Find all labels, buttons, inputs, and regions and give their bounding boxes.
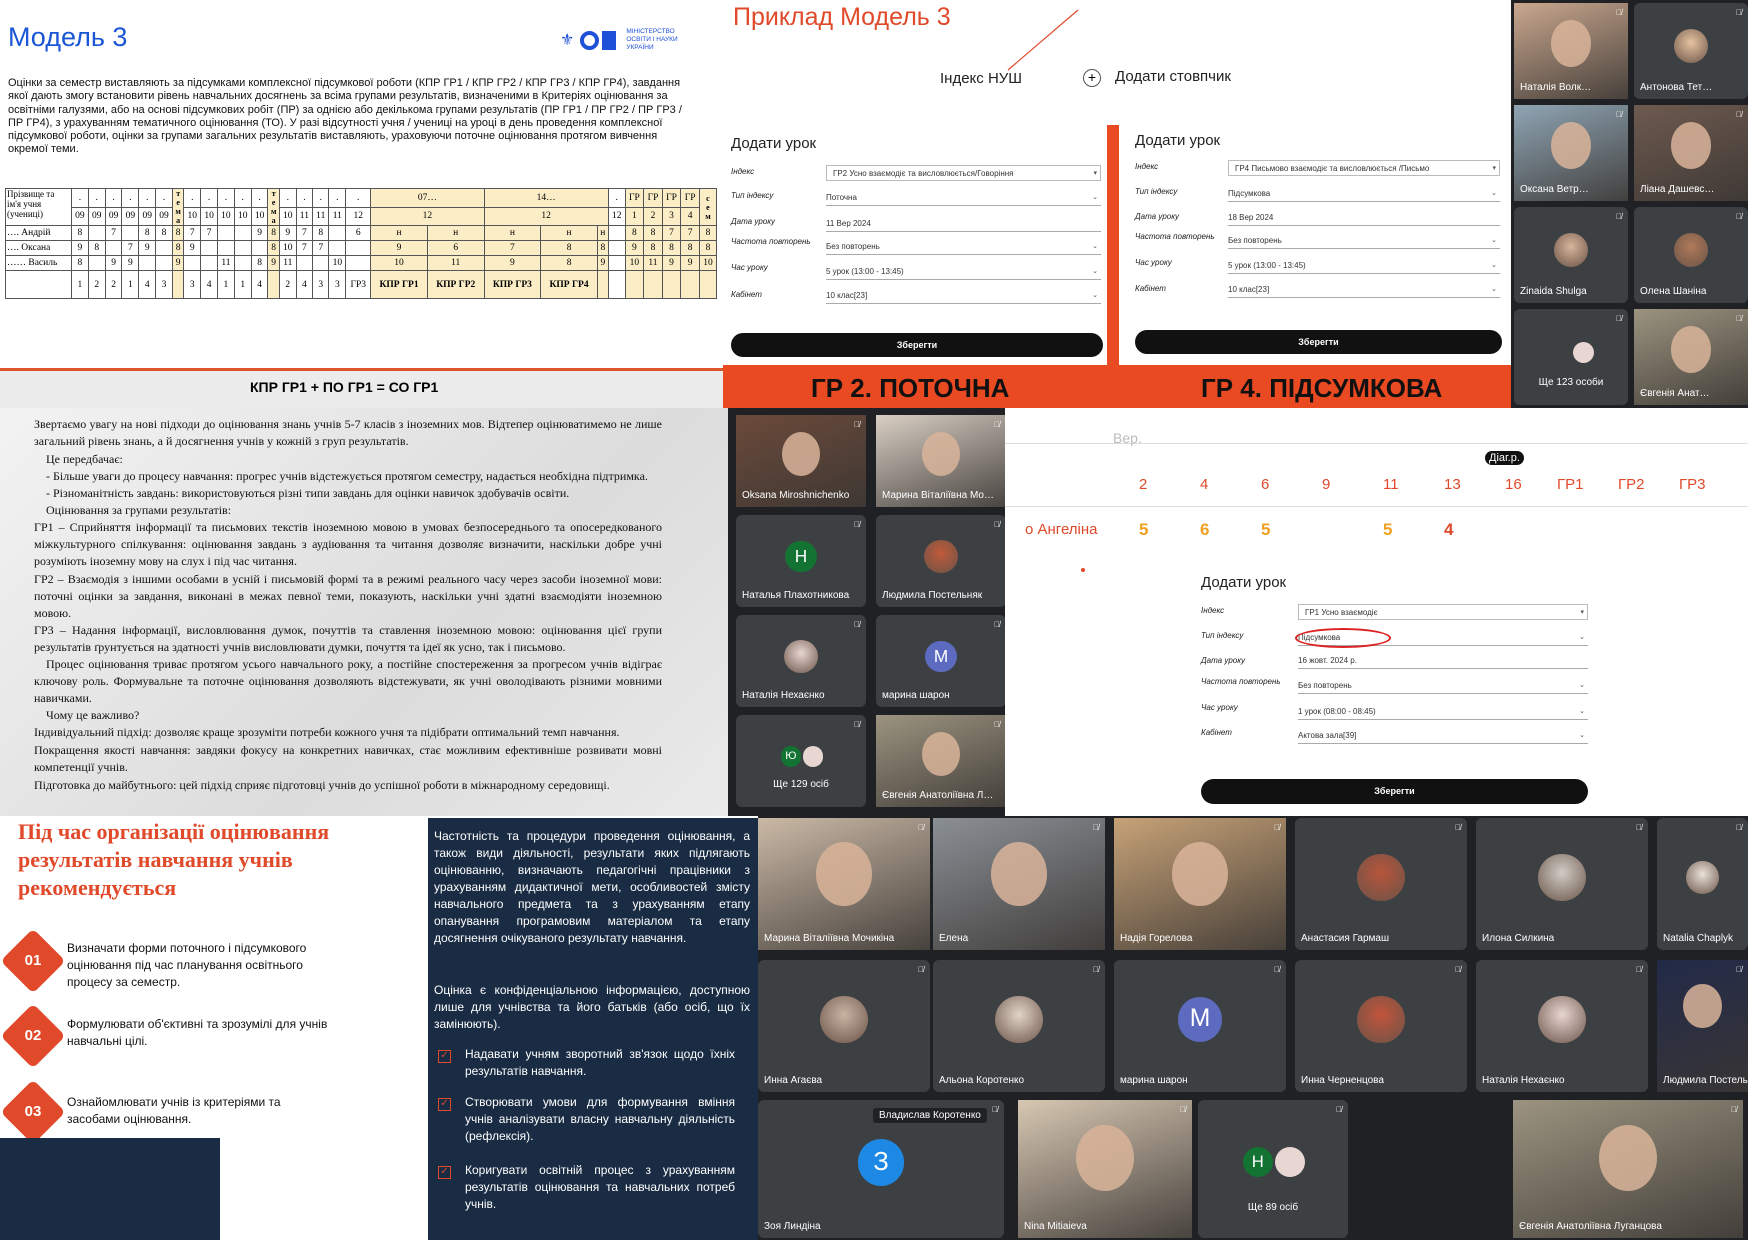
time-label: Час уроку: [1201, 703, 1238, 712]
mic-off-icon: 🎙̸: [1180, 1105, 1186, 1114]
participant-tile[interactable]: [1198, 1100, 1348, 1238]
participant-name: Антонова Тет…: [1640, 82, 1713, 93]
slide-paragraph: Оцінки за семестр виставляють за підсумками комплексної підсумкової роботи (КПР ГР1 / КПР ГР2 / КПР ГР3 / КПР ГР4), завдання якої дають змогу встановити рівень навчальних досягнень за всіма групами результатів, визначеними в Критеріях оцінювання за освітніми галузями, або на основі підсумкових робіт (ПР) за однією або декількома групами результатів (ПР ГР1 / ПР ГР2 / ПР ГР3 / ПР ГР4), з урахуванням тематичного оцінювання (ТО). У разі відсутності учня / учениці на уроці в день проведення комплексної підсумкової роботи, оцінки за групами загальних результатів виставляють, ураховуючи поточне оцінювання протягом вивчення окремої теми.: [8, 77, 682, 156]
check-item-3: Коригувати освітній процес з урахуванням результатів оцінювання та навчальних потреб учнів.: [465, 1163, 735, 1211]
day-header: 9: [1322, 476, 1331, 493]
text-p10: Чому це важливо?: [46, 708, 140, 722]
diag-pill: Діаг.р.: [1485, 451, 1524, 465]
index-label: Індекс: [1135, 162, 1159, 171]
slide-title: Приклад Модель 3: [733, 3, 951, 31]
panel-text-2: Оцінка є конфіденціальною інформацією, доступною лише для учнівства та його батьків (або осіб, що їх замінюють).: [434, 983, 750, 1031]
text-p8: ГР3 – Надання інформації, висловлювання думок, почуттів та ставлення іноземною мовою: оцінювання цієї групи результатів ґрунтується на здатності учнів висловлювати думки, почуття та ідеї як усно, так і письмово.: [34, 623, 662, 654]
room-label: Кабінет: [1201, 728, 1232, 737]
avatar: [1686, 861, 1719, 894]
text-p4: - Різноманітність завдань: використовуються різні типи завдань для оцінки навичок здобувачів освіти.: [46, 486, 570, 500]
face-shape: [1551, 122, 1591, 168]
room-select[interactable]: 10 клас[23] ⌄: [1228, 282, 1500, 298]
participant-name: Илона Силкина: [1482, 933, 1555, 944]
text-p7: ГР2 – Взаємодія з іншими особами в усній і письмовій формі та в режимі реального часу через засоби іноземної мови: поточні оцінки за завдання, виконані в межах певної теми, показують, наскільки учні здатні взаємодіяти іноземною мовою.: [34, 572, 662, 620]
participant-tile[interactable]: [1114, 960, 1286, 1092]
group-header: ГР1: [1557, 476, 1584, 493]
check-item-2: Створювати умови для формування вміння учнів аналізувати власну навчальну діяльність (рефлексія).: [465, 1095, 735, 1143]
participant-name: Марина Віталіївна Мо…: [882, 490, 994, 501]
participant-tile[interactable]: [1634, 207, 1748, 303]
avatar: [784, 640, 817, 673]
participant-name: Оксана Ветр…: [1520, 184, 1589, 195]
room-label: Кабінет: [731, 290, 762, 299]
repeat-label: Частота повторень: [1201, 677, 1281, 686]
participant-tile[interactable]: [1514, 207, 1628, 303]
avatar: [1550, 342, 1571, 363]
type-label: Тип індексу: [1135, 187, 1178, 196]
avatar: [1674, 29, 1709, 64]
slide-title: Модель 3: [8, 22, 128, 52]
avatar: [1573, 342, 1594, 363]
form-title: Додати урок: [1201, 574, 1287, 591]
checkbox-icon: ✓: [438, 1166, 451, 1179]
face-shape: [1076, 1125, 1134, 1192]
participant-name: Альона Коротенко: [939, 1075, 1025, 1086]
mic-off-icon: 🎙̸: [1616, 212, 1622, 221]
banner-left: ГР 2. ПОТОЧНА: [811, 373, 1010, 403]
checkbox-icon: ✓: [438, 1050, 451, 1063]
participant-name: Zinaida Shulga: [1520, 286, 1587, 297]
participant-name: Марина Віталіївна Мочикіна: [764, 933, 895, 944]
add-lesson-form-left: [731, 125, 1107, 365]
mic-off-icon: 🎙̸: [1616, 110, 1622, 119]
nush-index-label[interactable]: Індекс НУШ: [940, 70, 1023, 87]
date-label: Дата уроку: [1135, 212, 1180, 221]
participant-tile[interactable]: [933, 818, 1105, 950]
day-header: 11: [1383, 476, 1399, 493]
participant-tile[interactable]: [1634, 309, 1748, 405]
mic-off-icon: 🎙̸: [1731, 1105, 1737, 1114]
participant-name: Наталія Нехаєнко: [742, 690, 825, 701]
avatar: [1357, 854, 1405, 902]
face-shape: [1599, 1125, 1657, 1192]
date-label: Дата уроку: [1201, 656, 1246, 665]
decor-block: [0, 1138, 220, 1240]
avatar: Н: [785, 541, 816, 572]
plus-icon[interactable]: +: [1083, 69, 1101, 87]
type-label: Тип індексу: [731, 191, 774, 200]
participant-tile[interactable]: [1514, 105, 1628, 201]
participant-name: Ще 129 осіб: [773, 779, 829, 791]
video-grid-2: [728, 408, 1005, 816]
mic-off-icon: 🎙̸: [1274, 965, 1280, 974]
slide-foreign-lang-assessment: [0, 408, 728, 816]
index-label: Індекс: [1201, 606, 1225, 615]
check-item-1: Надавати учням зворотний зв'язок щодо їхніх результатів навчання.: [465, 1047, 735, 1078]
mic-off-icon: 🎙̸: [1736, 212, 1742, 221]
month-label: Вер.: [1113, 430, 1142, 446]
mic-off-icon: 🎙̸: [1336, 1105, 1342, 1114]
arrow-annotation: [1003, 5, 1083, 75]
add-lesson-form-right: [1133, 122, 1503, 365]
mic-off-icon: 🎙̸: [1636, 823, 1642, 832]
participant-tile[interactable]: [933, 960, 1105, 1092]
video-grid-3: [758, 816, 1763, 1240]
mic-off-icon: 🎙̸: [1736, 823, 1742, 832]
face-shape: [1551, 20, 1591, 66]
day-header: 13: [1444, 476, 1461, 493]
avatar: [1554, 233, 1589, 268]
date-field[interactable]: 11 Вер 2024: [826, 216, 1101, 232]
ministry-logo: ⚜ МІНІСТЕРСТВО ОСВІТИ І НАУКИ УКРАЇНИ: [560, 28, 678, 51]
avatar: [1275, 1147, 1305, 1177]
mic-off-icon: 🎙̸: [854, 420, 860, 429]
badge-num: 03: [24, 1103, 42, 1120]
participant-name: Natalia Chaplyk: [1663, 933, 1734, 944]
index-label: Індекс: [731, 167, 755, 176]
text-p12: Покращення якості навчання: завдяки фокусу на конкретних навичках, стає можливим ефективніше розвивати мовні компетенції учнів.: [34, 743, 662, 774]
mic-off-icon: 🎙̸: [1616, 8, 1622, 17]
repeat-select[interactable]: Без повторень ⌄: [1298, 678, 1588, 694]
participant-tile[interactable]: [1018, 1100, 1192, 1238]
grade-cell[interactable]: 4: [1444, 520, 1454, 539]
repeat-label: Частота повторень: [731, 237, 811, 246]
participant-tile[interactable]: [1295, 818, 1467, 950]
participant-tile[interactable]: [736, 415, 866, 507]
student-name: о Ангеліна: [1025, 521, 1098, 538]
form-title: Додати урок: [1135, 132, 1221, 149]
participant-tile[interactable]: [758, 818, 930, 950]
grade-cell[interactable]: 5: [1383, 520, 1393, 539]
text-p9: Процес оцінювання триває протягом усього навчального року, а постійне спостереження за прогресом учнів відіграє ключову роль. Формувальне та поточне оцінювання дозволяють відстежувати, як учні оволодівають різними мовними навичками.: [34, 657, 662, 705]
type-select[interactable]: Підсумкова ⌄: [1228, 186, 1500, 202]
slide-recommendations: [0, 816, 758, 1240]
mic-off-icon: 🎙̸: [1736, 110, 1742, 119]
text-p5: Оцінювання за групами результатів:: [46, 503, 232, 517]
highlight-circle: [1295, 628, 1391, 648]
mic-off-icon: 🎙̸: [1616, 314, 1622, 323]
mic-off-icon: 🎙̸: [854, 720, 860, 729]
participant-name: Людмила Постельняк: [882, 590, 983, 601]
mic-off-icon: 🎙̸: [1455, 965, 1461, 974]
participant-tile[interactable]: [736, 715, 866, 807]
participant-name: Анастасия Гармаш: [1301, 933, 1389, 944]
repeat-label: Частота повторень: [1135, 232, 1215, 241]
time-select[interactable]: 5 урок (13:00 - 13:45) ⌄: [1228, 258, 1500, 274]
mic-off-icon: 🎙̸: [994, 720, 1000, 729]
text-p1: Звертаємо увагу на нові підходи до оцінювання знань учнів 5-7 класів з іноземних мов. Відтепер оцінюватимемо не лише загальний рівень знань, а й досягнення учнів у кожній з груп результатів.: [34, 417, 662, 448]
index-select[interactable]: ГР1 Усно взаємодіє ▾: [1298, 604, 1588, 620]
face-shape: [1671, 326, 1711, 372]
avatar: [995, 996, 1043, 1044]
add-lesson-form: [1201, 566, 1591, 811]
mic-off-icon: 🎙̸: [854, 520, 860, 529]
participant-tile[interactable]: [1514, 309, 1628, 405]
day-header: 4: [1200, 476, 1209, 493]
participant-name: Oksana Miroshnichenko: [742, 490, 850, 501]
participant-tile[interactable]: [1634, 3, 1748, 99]
participant-tile[interactable]: [876, 415, 1006, 507]
badge-num: 02: [24, 1027, 42, 1044]
face-shape: [1172, 842, 1227, 906]
time-select[interactable]: 5 урок (13:00 - 13:45) ⌄: [826, 264, 1101, 280]
date-field[interactable]: 16 жовт. 2024 р.: [1298, 653, 1588, 669]
checkbox-icon: ✓: [438, 1098, 451, 1111]
repeat-select[interactable]: Без повторень ⌄: [826, 239, 1101, 255]
avatar: [803, 746, 823, 766]
mic-off-icon: 🎙̸: [1274, 823, 1280, 832]
participant-name: марина шарон: [1120, 1075, 1188, 1086]
avatar: [1357, 996, 1405, 1044]
text-p6: ГР1 – Сприйняття інформації та письмових текстів іноземною мовою в умовах безпосереднього та опосередкованого міжкультурного спілкування: оцінювання завдань з аудіювання та читання дозволяє визначити, наскільки добре учні розуміють іноземну мову на слух і під час читання.: [34, 520, 662, 568]
participant-name: Наталія Волк…: [1520, 82, 1592, 93]
repeat-select[interactable]: Без повторень ⌄: [1228, 233, 1500, 249]
grades-table: Прізвище та ім'я учня (учениці) . . . . . . т е м а . . . . . т е м а . . . . . 07… 14… . ГР ГР ГР ГР с е м 09 09 09 09 09 09 10 10 10 10 10 10 11 11 11 12 12 12 12 1 2 3 4 …. Андрій 8 7 8 8 8 7 7 9 8 9 7 8 6 н н н н н 8 8 7 7 8 …. Оксана 9 8 7 9 8 9 8 10 7 7 9 6 7 8 8 9 8 8 8 8 …… Василь 8 9 9 9 11 8 9 11 10 10 11 9 8 9 10 11 9 9 10 1 2 2 1 4 3 3 4 1 1 4 2 4 3 3 ГР3 КПР ГР1 КПР ГР2 КПР ГР3 КПР ГР4: [5, 188, 717, 299]
formula-bar: КПР ГР1 + ПО ГР1 = СО ГР1: [0, 368, 723, 408]
participant-tile[interactable]: [1295, 960, 1467, 1092]
face-shape: [816, 842, 871, 906]
participant-name: Ще 123 особи: [1538, 376, 1604, 388]
divider: [1107, 125, 1119, 365]
banner: [723, 365, 1511, 408]
mic-off-icon: 🎙̸: [994, 420, 1000, 429]
face-shape: [922, 732, 961, 776]
mic-off-icon: 🎙̸: [994, 620, 1000, 629]
mic-off-icon: 🎙̸: [1736, 8, 1742, 17]
mic-off-icon: 🎙̸: [1636, 965, 1642, 974]
time-label: Час уроку: [1135, 258, 1172, 267]
badge-num: 01: [24, 952, 42, 969]
mic-off-icon: 🎙̸: [1093, 823, 1099, 832]
mic-off-icon: 🎙̸: [994, 520, 1000, 529]
type-select[interactable]: Поточна ⌄: [826, 190, 1101, 206]
day-header: 16: [1505, 476, 1522, 493]
mic-off-icon: 🎙̸: [1736, 314, 1742, 323]
room-select[interactable]: Актова зала[39] ⌄: [1298, 728, 1588, 744]
face-shape: [1671, 122, 1711, 168]
participant-name: Зоя Линдіна: [764, 1221, 821, 1232]
participant-name: Олена Шаніна: [1640, 286, 1707, 297]
grade-cell[interactable]: 6: [1200, 520, 1210, 539]
slide-model3: [0, 0, 723, 408]
avatar: [820, 996, 868, 1044]
participant-name: Nina Mitiaieva: [1024, 1221, 1087, 1232]
text-p2: Це передбачає:: [46, 452, 123, 466]
participant-tile[interactable]: [1514, 3, 1628, 99]
grade-cell[interactable]: 5: [1139, 520, 1149, 539]
panel-text-1: Частотність та процедури проведення оцінювання, а також види діяльності, результати яких підлягають оцінюванню, визначають педагогічні працівники з урахуванням дидактичної мети, особливостей змісту навчального предмета та з урахуванням етапу опанування програмовим матеріалом та етапу досягнення очікуваного результату навчання.: [434, 829, 750, 945]
text-p13: Підготовка до майбутнього: цей підхід сприяє підготовці учнів до успішної роботи в міжнародному середовищі.: [34, 778, 610, 792]
participant-name: Ще 89 осіб: [1247, 1202, 1299, 1214]
participant-name: Євгенія Анатоліївна Л…: [882, 790, 994, 801]
recommendation-2: Формулювати об'єктивні та зрозумілі для учнів навчальні цілі.: [67, 1017, 328, 1048]
face-shape: [1683, 984, 1721, 1028]
slide-example-model3: [723, 0, 1511, 408]
avatar: [924, 540, 957, 573]
date-field[interactable]: 18 Вер 2024: [1228, 210, 1500, 226]
mic-off-icon: 🎙̸: [918, 823, 924, 832]
participant-tile[interactable]: [758, 960, 930, 1092]
mic-off-icon: 🎙̸: [1093, 965, 1099, 974]
participant-tile[interactable]: [1513, 1100, 1743, 1238]
participant-name: Наталья Плахотникова: [742, 590, 850, 601]
banner-right: ГР 4. ПІДСУМКОВА: [1201, 373, 1443, 403]
participant-name: Людмила Постельняк: [1663, 1075, 1763, 1086]
save-button[interactable]: Зберегти: [1201, 779, 1588, 804]
participant-tile[interactable]: [1114, 818, 1286, 950]
recommendation-1: Визначати форми поточного і підсумкового оцінювання під час планування освітнього процесу за семестр.: [67, 941, 307, 989]
name-tooltip: Владислав Коротенко: [873, 1108, 987, 1123]
avatar: [1538, 996, 1586, 1044]
grade-cell[interactable]: 5: [1261, 520, 1271, 539]
participant-tile[interactable]: [876, 715, 1006, 807]
time-label: Час уроку: [731, 263, 768, 272]
group-header: ГР3: [1679, 476, 1706, 493]
text-p11: Індивідуальний підхід: дозволяє краще зрозуміти потреби кожного учня та підібрати оптимальний темп навчання.: [34, 725, 620, 739]
participant-name: Надія Горелова: [1120, 933, 1193, 944]
time-select[interactable]: 1 урок (08:00 - 08:45) ⌄: [1298, 704, 1588, 720]
video-grid-1: [1511, 0, 1748, 408]
participant-name: марина шарон: [882, 690, 950, 701]
participant-name: Инна Агаєва: [764, 1075, 823, 1086]
face-shape: [922, 432, 961, 476]
avatar: Н: [1243, 1147, 1273, 1177]
avatar: [1674, 233, 1709, 268]
mic-off-icon: 🎙̸: [1455, 823, 1461, 832]
type-label: Тип індексу: [1201, 631, 1244, 640]
face-shape: [782, 432, 821, 476]
avatar: Ю: [781, 746, 801, 766]
avatar: М: [1178, 997, 1223, 1042]
participant-tile[interactable]: [876, 615, 1006, 707]
date-label: Дата уроку: [731, 217, 776, 226]
avatar: М: [925, 641, 956, 672]
mic-off-icon: 🎙̸: [992, 1105, 998, 1114]
index-select[interactable]: ГР2 Усно взаємодіє та висловлюється/Говоріння ▾: [826, 165, 1101, 181]
participant-name: Елена: [939, 933, 969, 944]
day-header: 6: [1261, 476, 1270, 493]
index-select[interactable]: ГР4 Письмово взаємодіє та висловлюється /Письмо ▾: [1228, 160, 1500, 176]
participant-tile[interactable]: [1657, 960, 1763, 1092]
recommendation-3: Ознайомлювати учнів із критеріями та засобами оцінювання.: [67, 1095, 281, 1126]
slide-title: Під час організації оцінювання результатів навчання учнів рекомендується: [18, 819, 330, 900]
participant-name: Инна Черненцова: [1301, 1075, 1384, 1086]
participant-tile[interactable]: [736, 515, 866, 607]
mic-off-icon: 🎙̸: [854, 620, 860, 629]
participant-name: Євгенія Анатоліївна Луганцова: [1519, 1221, 1662, 1232]
participant-name: Ліана Дашевс…: [1640, 184, 1715, 195]
participant-tile[interactable]: [876, 515, 1006, 607]
room-select[interactable]: 10 клас[23] ⌄: [826, 288, 1101, 304]
save-button[interactable]: Зберегти: [1135, 330, 1502, 354]
slide-journal-example: [1005, 408, 1748, 816]
day-header: 2: [1139, 476, 1148, 493]
participant-tile[interactable]: [736, 615, 866, 707]
participant-tile[interactable]: [1476, 960, 1648, 1092]
participant-tile[interactable]: [1657, 818, 1748, 950]
mic-off-icon: 🎙̸: [1736, 965, 1742, 974]
participant-tile[interactable]: [1476, 818, 1648, 950]
type-select[interactable]: Підсумкова ⌄: [1298, 630, 1588, 646]
add-column-button[interactable]: Додати стовпчик: [1115, 68, 1231, 85]
save-button[interactable]: Зберегти: [731, 333, 1103, 357]
participant-name: Наталія Нехаєнко: [1482, 1075, 1565, 1086]
avatar: З: [858, 1139, 905, 1186]
form-title: Додати урок: [731, 135, 817, 152]
room-label: Кабінет: [1135, 284, 1166, 293]
face-shape: [991, 842, 1046, 906]
avatar: [1538, 854, 1586, 902]
participant-tile[interactable]: [1634, 105, 1748, 201]
mic-off-icon: 🎙̸: [918, 965, 924, 974]
text-p3: - Більше уваги до процесу навчання: прогрес учнів відстежується протягом семестру, надається необхідна підтримка.: [46, 469, 648, 483]
info-panel: [428, 818, 758, 1240]
participant-name: Євгенія Анат…: [1640, 388, 1710, 399]
group-header: ГР2: [1618, 476, 1645, 493]
